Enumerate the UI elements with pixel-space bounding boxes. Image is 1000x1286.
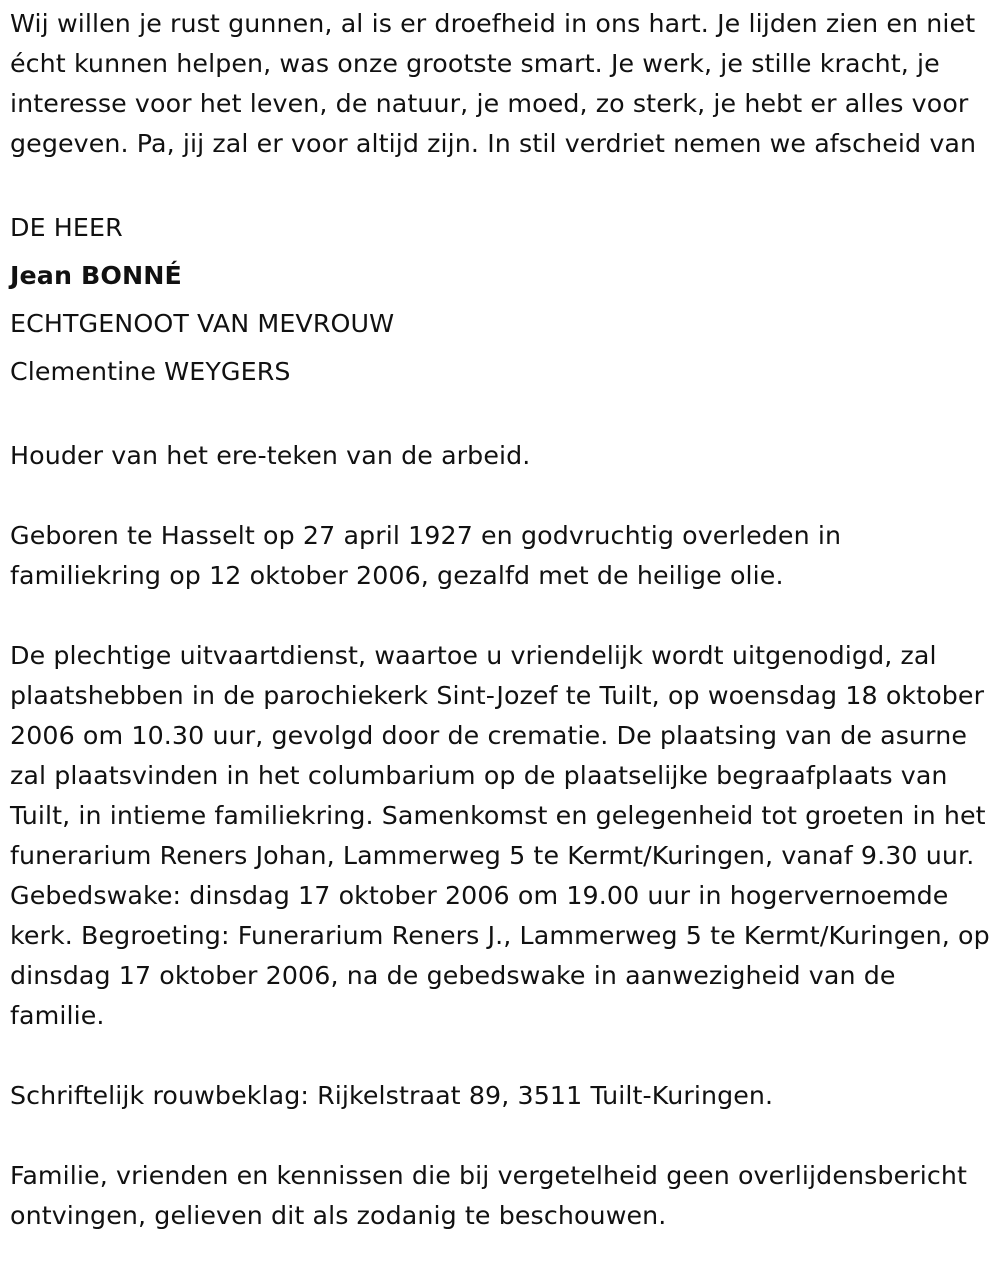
honorific-title: DE HEER — [10, 213, 123, 242]
spouse-name: Clementine WEYGERS — [10, 357, 291, 386]
funeral-details-paragraph: De plechtige uitvaartdienst, waartoe u vriendelijk wordt uitgenodigd, zal plaatshebben in de parochiekerk Sint-Jozef te Tuilt, op woensdag 18 oktober 2006 om 10.30 uur, gevolgd door de crematie. De plaatsing van de asurne zal plaatsvinden in het columbarium op de plaatselijke begraafplaats van Tuilt, in intieme familiekring. Samenkomst en gelegenheid tot groeten in het funerarium Reners Johan, Lammerweg 5 te Kermt/Kuringen, vanaf 9.30 uur. Gebedswake: dinsdag 17 oktober 2006 om 19.00 uur in hogervernoemde kerk. Begroeting: Funerarium Reners J., Lammerweg 5 te Kermt/Kuringen, op dinsdag 17 oktober 2006, na de gebedswake in aanwezigheid van de familie. — [10, 641, 990, 1030]
obituary-document — [10, 4, 996, 1276]
honor-paragraph: Houder van het ere-teken van de arbeid. — [10, 441, 531, 470]
intro-paragraph: Wij willen je rust gunnen, al is er droefheid in ons hart. Je lijden zien en niet écht kunnen helpen, was onze grootste smart. Je werk, je stille kracht, je interesse voor het leven, de natuur, je moed, zo sterk, je hebt er alles voor gegeven. Pa, jij zal er voor altijd zijn. In stil verdriet nemen we afscheid van — [10, 9, 977, 158]
deceased-name: Jean BONNÉ — [10, 261, 182, 290]
closing-paragraph: Familie, vrienden en kennissen die bij vergetelheid geen overlijdensbericht ontvingen, gelieven dit als zodanig te beschouwen. — [10, 1161, 968, 1230]
deceased-name-block — [10, 204, 996, 396]
condolences-paragraph: Schriftelijk rouwbeklag: Rijkelstraat 89, 3511 Tuilt-Kuringen. — [10, 1081, 774, 1110]
birth-death-paragraph: Geboren te Hasselt op 27 april 1927 en godvruchtig overleden in familiekring op 12 oktober 2006, gezalfd met de heilige olie. — [10, 521, 842, 590]
relation-label: ECHTGENOOT VAN MEVROUW — [10, 309, 395, 338]
